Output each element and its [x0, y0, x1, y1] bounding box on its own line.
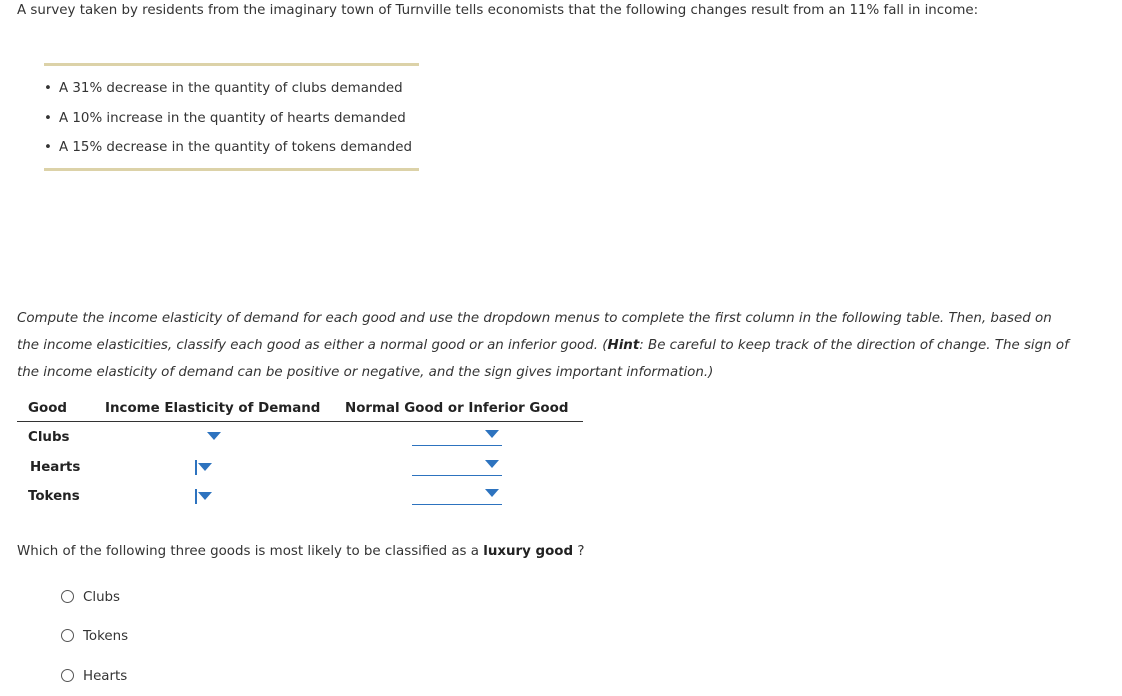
radio-button[interactable] [61, 669, 74, 682]
elasticity-table [17, 399, 583, 514]
table-header-rule [17, 421, 583, 422]
hint-label: Hint [607, 338, 640, 353]
luxury-good-question: Which of the following three goods is most likely to be classified as a luxury good ? [17, 544, 585, 559]
chevron-down-icon [485, 460, 499, 468]
list-item: • A 10% increase in the quantity of hearts demanded [44, 110, 406, 126]
column-header-classification: Normal Good or Inferior Good [345, 401, 569, 416]
tokens-classification-dropdown[interactable] [412, 488, 502, 505]
option-tokens[interactable]: Tokens [61, 629, 128, 644]
row-label-clubs: Clubs [28, 430, 70, 445]
bullet-box-top-rule [44, 63, 419, 66]
hearts-classification-dropdown[interactable] [412, 459, 502, 476]
list-item: • A 15% decrease in the quantity of tokens demanded [44, 140, 412, 155]
option-hearts[interactable]: Hearts [61, 669, 127, 684]
chevron-down-icon [485, 489, 499, 497]
clubs-elasticity-dropdown[interactable] [193, 431, 213, 447]
column-header-elasticity: Income Elasticity of Demand [105, 401, 321, 416]
chevron-down-icon [198, 492, 212, 500]
tokens-elasticity-dropdown[interactable] [195, 489, 215, 505]
radio-button[interactable] [61, 629, 74, 642]
clubs-classification-dropdown[interactable] [412, 429, 502, 446]
chevron-down-icon [207, 432, 221, 440]
bullet-box-bottom-rule [44, 168, 419, 171]
instructions-text: Compute the income elasticity of demand for each good and use the dropdown menus to complete the first column in the following table. Then, based on the income elasticities, classify each good as either a normal good or an inferior good. (Hint: Be careful to keep track of the direction of change. The sign of the income elasticity of demand can be positive or negative, and the sign gives important information.) [17, 311, 1069, 380]
survey-results-list [44, 80, 412, 169]
option-clubs[interactable]: Clubs [61, 590, 120, 605]
hearts-elasticity-dropdown[interactable] [195, 460, 215, 476]
row-label-tokens: Tokens [28, 489, 80, 504]
chevron-down-icon [198, 463, 212, 471]
luxury-good-term: luxury good [483, 544, 574, 559]
chevron-down-icon [485, 430, 499, 438]
intro-text: A survey taken by residents from the imaginary town of Turnville tells economists that the following changes result from an 11% fall in income: [17, 3, 979, 18]
column-header-good: Good [28, 401, 67, 416]
radio-button[interactable] [61, 590, 74, 603]
list-item: • A 31% decrease in the quantity of clubs demanded [44, 81, 403, 96]
row-label-hearts: Hearts [30, 460, 81, 475]
